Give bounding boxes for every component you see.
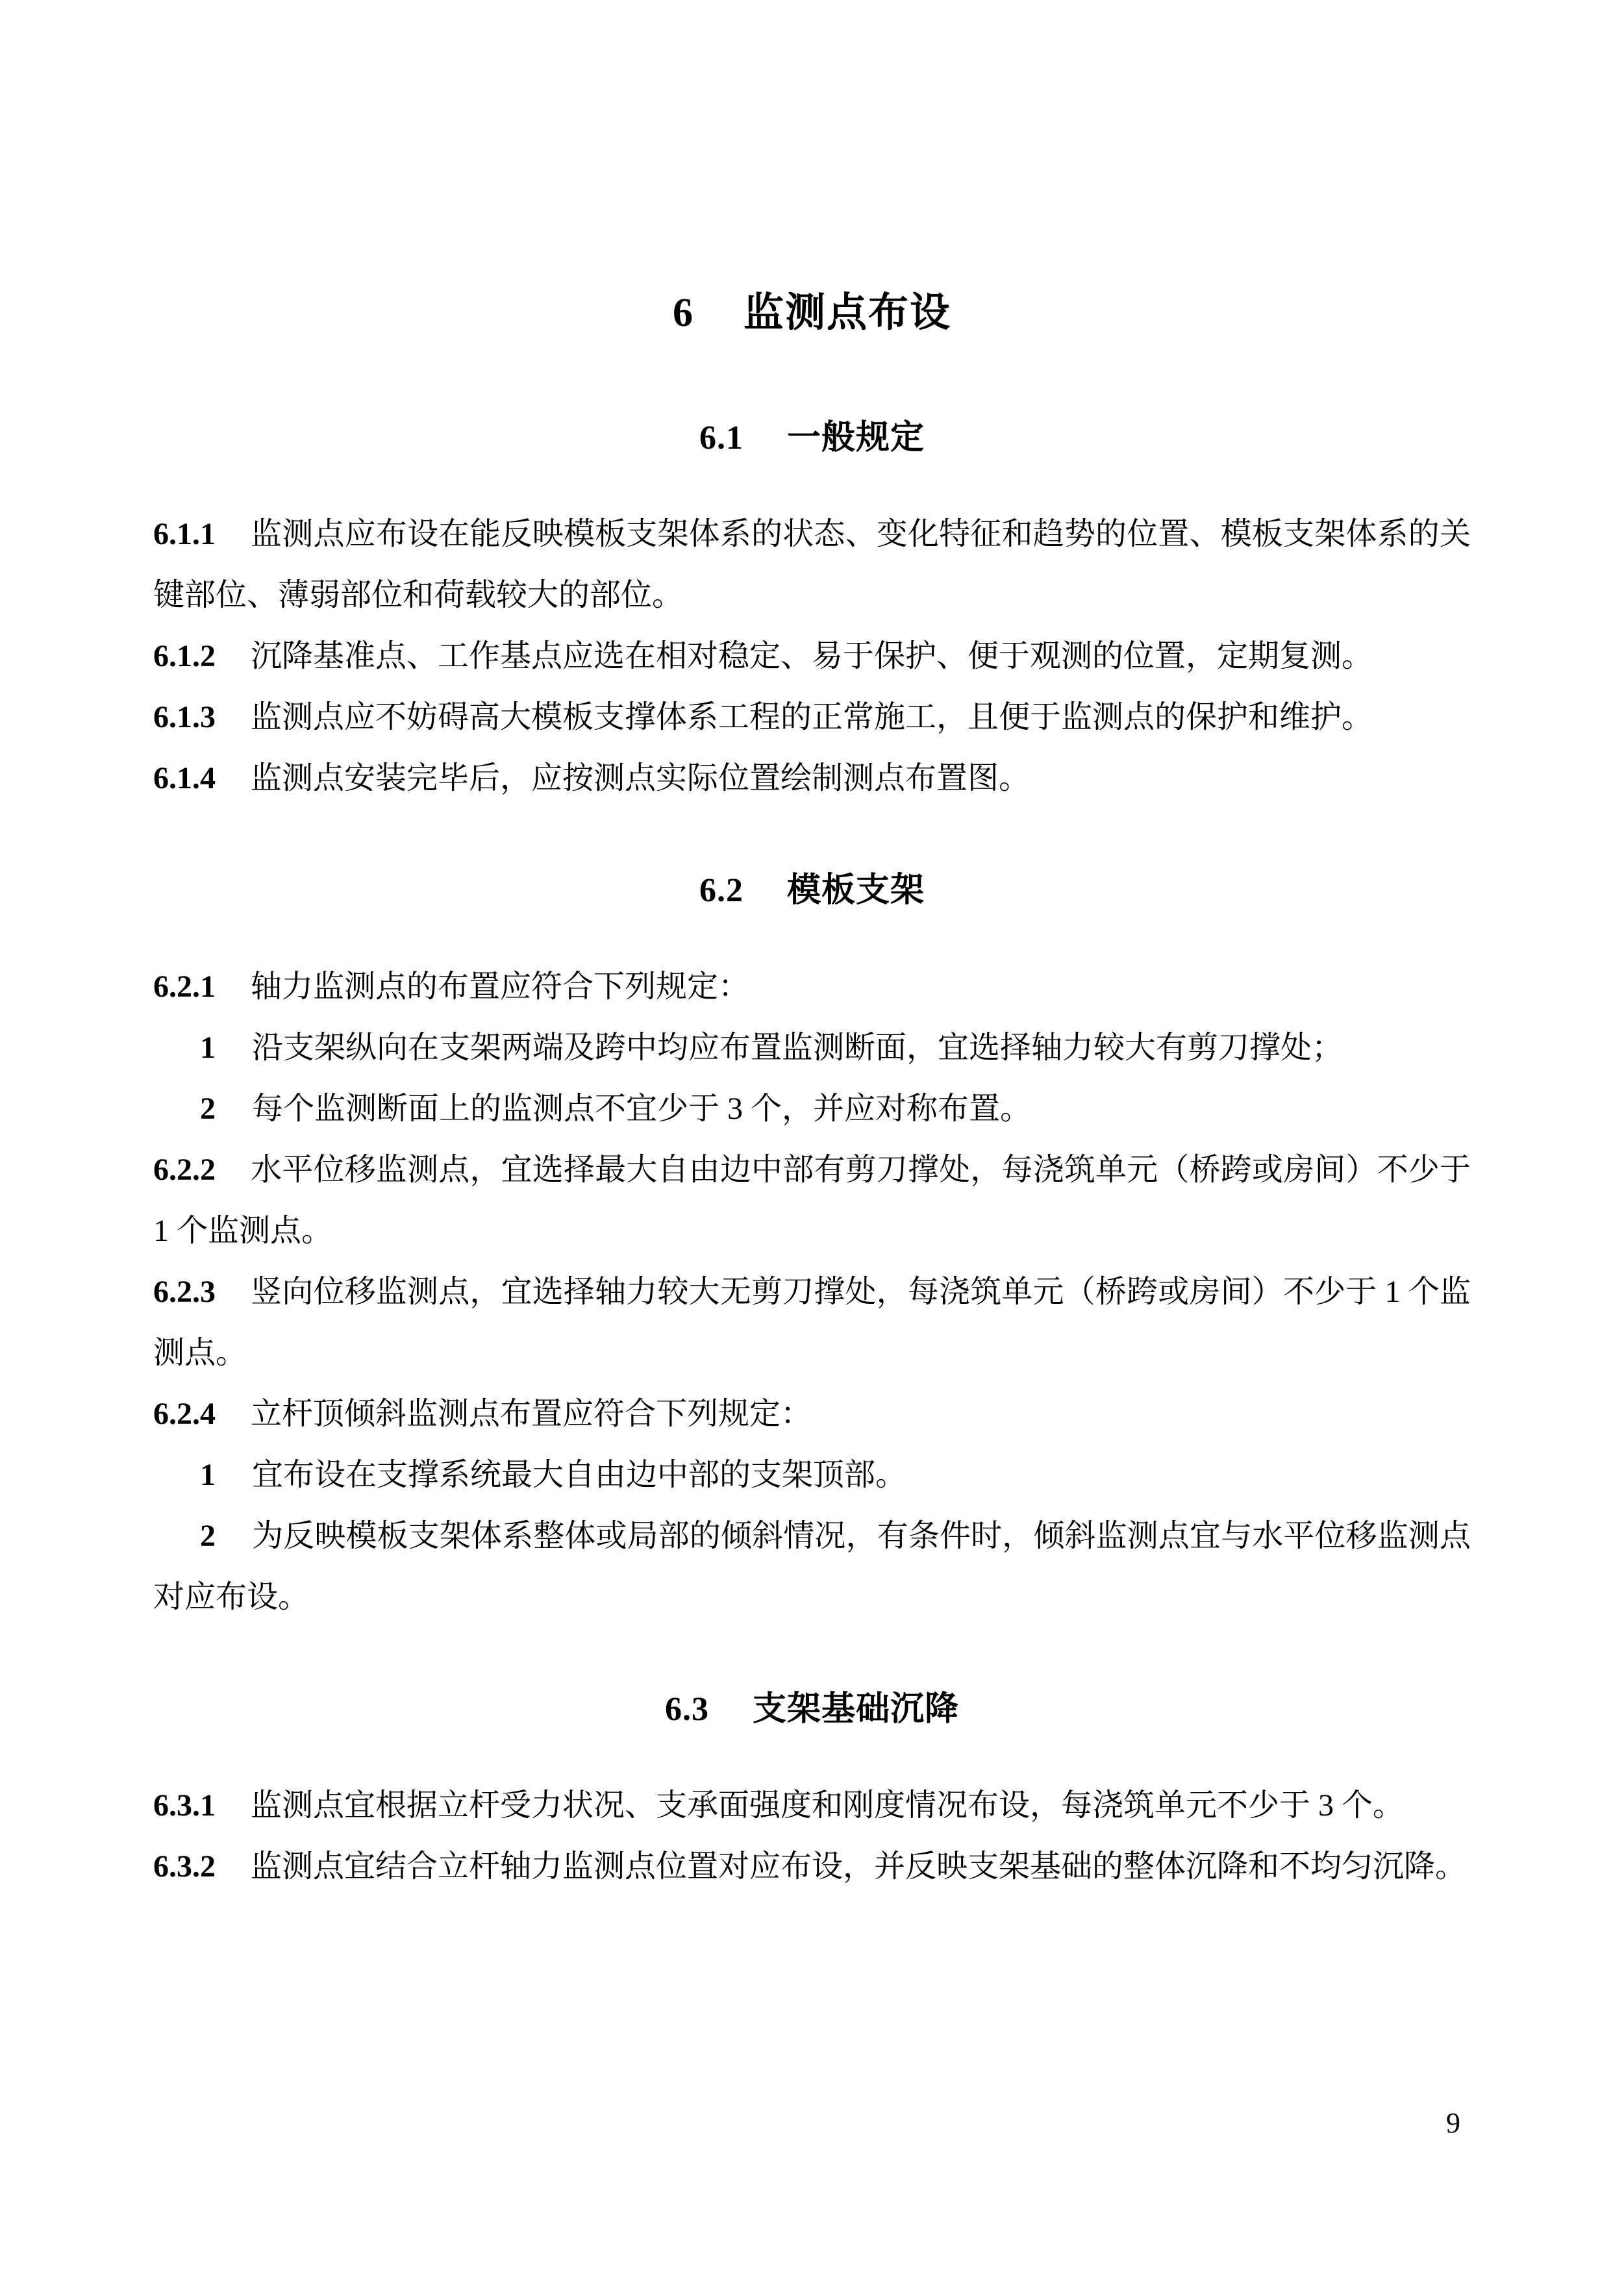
clause-number: 6.1.2 [153,639,216,674]
clause-text: 轴力监测点的布置应符合下列规定： [251,969,750,1004]
section-heading-6-2 [153,871,1471,911]
item-number: 2 [200,1092,216,1127]
section-6-3-clauses [153,1775,1471,1897]
section-6-2-clauses [153,956,1471,1628]
section-title: 支架基础沉降 [752,1691,959,1728]
section-title: 一般规定 [786,419,925,457]
clause-6-1-3 [153,687,1471,748]
clause-6-1-1 [153,504,1471,626]
clause-6-2-4-item-1 [153,1445,1471,1506]
clause-6-2-1-item-2 [153,1079,1471,1140]
chapter-number: 6 [672,291,694,335]
item-text: 沿支架纵向在支架两端及跨中均应布置监测断面，宜选择轴力较大有剪刀撑处； [252,1030,1343,1066]
clause-number: 6.2.3 [153,1275,216,1310]
section-number: 6.2 [699,872,743,910]
clause-text: 监测点宜根据立杆受力状况、支承面强度和刚度情况布设，每浇筑单元不少于 3 个。 [251,1788,1405,1823]
section-title: 模板支架 [786,872,925,910]
clause-text: 监测点应布设在能反映模板支架体系的状态、变化特征和趋势的位置、模板支架体系的关键部位、薄弱部位和荷载较大的部位。 [153,517,1471,613]
item-text: 每个监测断面上的监测点不宜少于 3 个，并应对称布置。 [252,1092,1032,1127]
clause-text: 监测点安装完毕后，应按测点实际位置绘制测点布置图。 [251,761,1031,796]
item-text: 为反映模板支架体系整体或局部的倾斜情况，有条件时，倾斜监测点宜与水平位移监测点对应布设。 [153,1519,1471,1615]
clause-number: 6.3.1 [153,1788,216,1823]
chapter-title: 监测点布设 [743,291,951,335]
clause-number: 6.1.1 [153,517,216,552]
item-number: 1 [200,1030,216,1066]
chapter-heading [153,289,1471,337]
clause-number: 6.1.3 [153,700,216,735]
clause-6-3-2 [153,1836,1471,1897]
section-heading-6-1 [153,418,1471,458]
clause-number: 6.2.1 [153,969,216,1004]
section-number: 6.1 [699,419,743,457]
clause-6-1-4 [153,748,1471,809]
item-number: 1 [200,1458,216,1493]
clause-6-2-1-item-1 [153,1017,1471,1079]
clause-text: 立杆顶倾斜监测点布置应符合下列规定： [251,1397,812,1432]
clause-6-2-4-item-2 [153,1506,1471,1628]
clause-6-2-4 [153,1384,1471,1445]
section-6-1-clauses [153,504,1471,809]
clause-6-1-2 [153,626,1471,687]
section-heading-6-3 [153,1690,1471,1730]
clause-6-3-1 [153,1775,1471,1836]
clause-text: 竖向位移监测点，宜选择轴力较大无剪刀撑处，每浇筑单元（桥跨或房间）不少于 1 个监测点。 [153,1275,1471,1371]
item-number: 2 [200,1519,216,1554]
clause-6-2-2 [153,1140,1471,1262]
item-text: 宜布设在支撑系统最大自由边中部的支架顶部。 [252,1458,907,1493]
page-number: 9 [1446,2107,1460,2139]
clause-text: 监测点应不妨碍高大模板支撑体系工程的正常施工，且便于监测点的保护和维护。 [251,700,1373,735]
clause-number: 6.2.4 [153,1397,216,1432]
clause-6-2-1 [153,956,1471,1017]
clause-number: 6.3.2 [153,1849,216,1884]
clause-text: 监测点宜结合立杆轴力监测点位置对应布设，并反映支架基础的整体沉降和不均匀沉降。 [251,1849,1467,1884]
clause-6-2-3 [153,1262,1471,1384]
clause-text: 水平位移监测点，宜选择最大自由边中部有剪刀撑处，每浇筑单元（桥跨或房间）不少于 1 个监测点。 [153,1153,1471,1249]
clause-number: 6.1.4 [153,761,216,796]
section-number: 6.3 [664,1691,709,1728]
clause-number: 6.2.2 [153,1153,216,1188]
clause-text: 沉降基准点、工作基点应选在相对稳定、易于保护、便于观测的位置，定期复测。 [251,639,1373,674]
